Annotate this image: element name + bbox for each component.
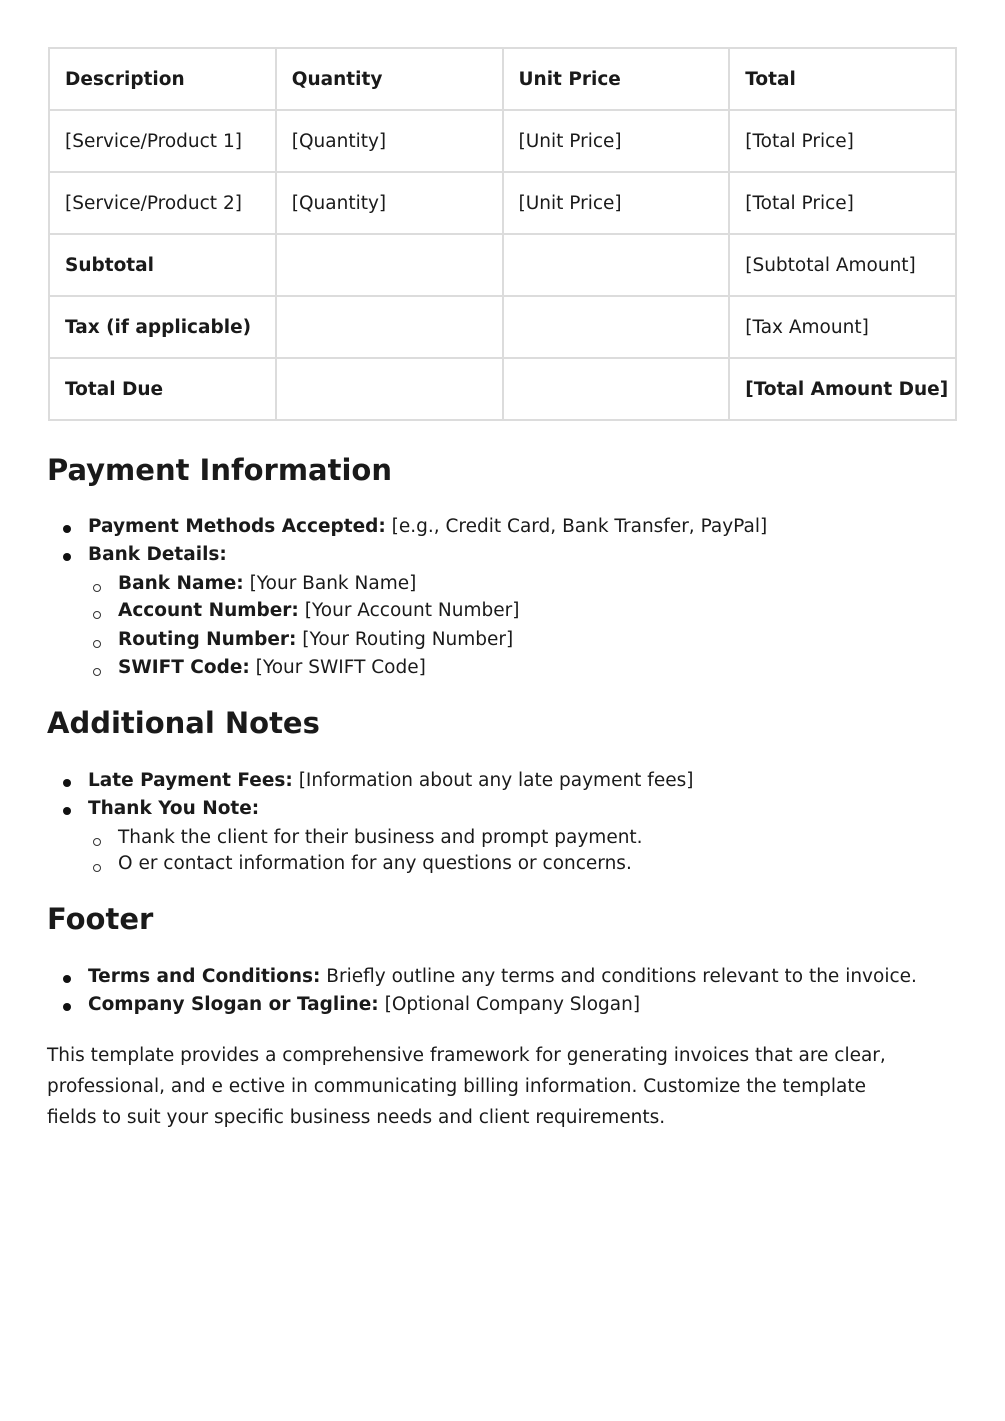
list-item: [118, 627, 513, 653]
table-cell: [276, 358, 503, 420]
circle-bullet-icon: [93, 864, 101, 872]
circle-bullet-icon: [93, 838, 101, 846]
item-text: Thank the client for their business and prompt payment.: [118, 827, 643, 848]
invoice-table: [48, 47, 957, 421]
table-cell: [276, 234, 503, 296]
item-value: [Your Account Number]: [298, 600, 520, 621]
table-row-subtotal: [49, 234, 956, 296]
header-cell: Total: [729, 48, 956, 110]
bullet-icon: [63, 1003, 71, 1011]
list-item: [88, 514, 767, 540]
list-item: [88, 768, 693, 794]
paragraph-line: professional, and e ective in communicating billing information. Customize the template: [47, 1076, 867, 1097]
item-label: Terms and Conditions:: [88, 966, 321, 987]
item-label: Late Payment Fees:: [88, 770, 293, 791]
circle-bullet-icon: [93, 611, 101, 619]
bullet-icon: [63, 553, 71, 561]
table-row-total-due: [49, 358, 956, 420]
list-item: [88, 542, 227, 568]
circle-bullet-icon: [93, 640, 101, 648]
bullet-icon: [63, 807, 71, 815]
notes-heading: Additional Notes: [47, 706, 320, 740]
list-item: [88, 964, 917, 990]
table-cell: [Quantity]: [276, 110, 503, 172]
paragraph-line: This template provides a comprehensive framework for generating invoices that are clear,: [47, 1045, 886, 1066]
list-item: [118, 851, 632, 877]
bullet-icon: [63, 779, 71, 787]
table-cell: Subtotal: [49, 234, 276, 296]
item-value: [Your SWIFT Code]: [249, 657, 426, 678]
table-cell: [Unit Price]: [503, 172, 730, 234]
list-item: [118, 571, 416, 597]
table-header-row: [49, 48, 956, 110]
summary-paragraph: [47, 1040, 967, 1133]
item-label: Bank Details:: [88, 544, 227, 565]
table-cell: [Total Amount Due]: [729, 358, 956, 420]
item-value: [Optional Company Slogan]: [378, 994, 641, 1015]
table-cell: [Unit Price]: [503, 110, 730, 172]
circle-bullet-icon: [93, 584, 101, 592]
table-cell: [Service/Product 1]: [49, 110, 276, 172]
table-row-tax: [49, 296, 956, 358]
header-cell: Quantity: [276, 48, 503, 110]
item-label: Bank Name:: [118, 573, 244, 594]
paragraph-line: fields to suit your specific business needs and client requirements.: [47, 1107, 666, 1128]
list-item: [88, 992, 640, 1018]
item-value: [Information about any late payment fees]: [292, 770, 694, 791]
item-value: [e.g., Credit Card, Bank Transfer, PayPal]: [385, 516, 768, 537]
table-cell: Tax (if applicable): [49, 296, 276, 358]
table-cell: [Subtotal Amount]: [729, 234, 956, 296]
item-label: SWIFT Code:: [118, 657, 250, 678]
table-cell: [Tax Amount]: [729, 296, 956, 358]
item-text: O er contact information for any questions or concerns.: [118, 853, 632, 874]
footer-heading: Footer: [47, 902, 154, 936]
item-label: Payment Methods Accepted:: [88, 516, 386, 537]
list-item: [118, 655, 426, 681]
list-item: [118, 598, 519, 624]
table-cell: Total Due: [49, 358, 276, 420]
item-value: Briefly outline any terms and conditions relevant to the invoice.: [320, 966, 917, 987]
table-row: [49, 172, 956, 234]
item-value: [Your Routing Number]: [296, 629, 514, 650]
header-cell: Unit Price: [503, 48, 730, 110]
table-row: [49, 110, 956, 172]
table-cell: [Total Price]: [729, 172, 956, 234]
table-cell: [276, 296, 503, 358]
item-label: Routing Number:: [118, 629, 297, 650]
table-cell: [Quantity]: [276, 172, 503, 234]
bullet-icon: [63, 525, 71, 533]
table-cell: [Total Price]: [729, 110, 956, 172]
header-cell: Description: [49, 48, 276, 110]
table-cell: [Service/Product 2]: [49, 172, 276, 234]
list-item: [118, 825, 643, 851]
item-label: Company Slogan or Tagline:: [88, 994, 379, 1015]
table-cell: [503, 234, 730, 296]
item-value: [Your Bank Name]: [243, 573, 417, 594]
bullet-icon: [63, 975, 71, 983]
circle-bullet-icon: [93, 668, 101, 676]
item-label: Thank You Note:: [88, 798, 260, 819]
table-cell: [503, 358, 730, 420]
payment-heading: Payment Information: [47, 453, 392, 487]
list-item: [88, 796, 259, 822]
table-cell: [503, 296, 730, 358]
item-label: Account Number:: [118, 600, 299, 621]
